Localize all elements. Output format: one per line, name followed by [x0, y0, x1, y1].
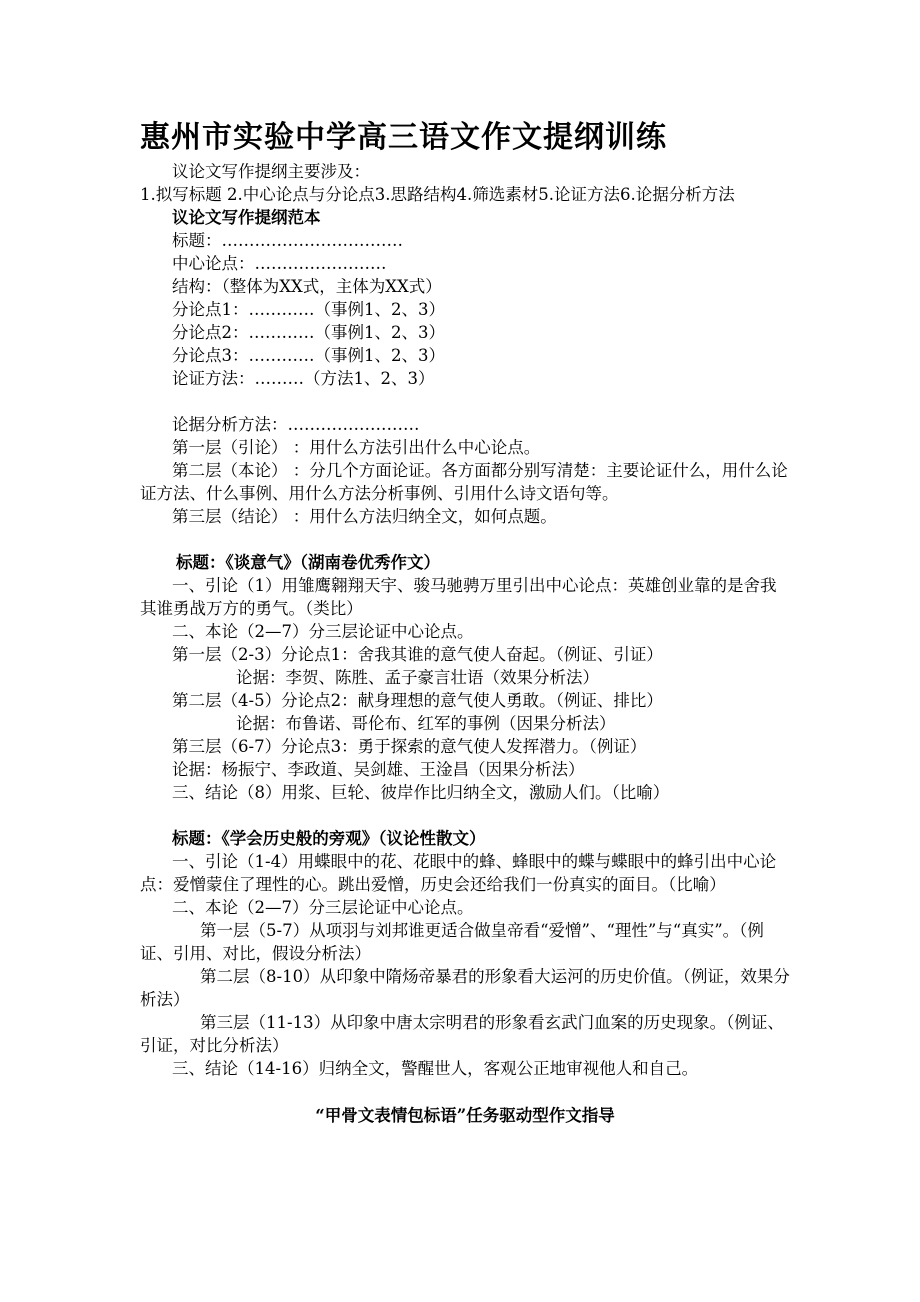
example-1-layer-2: 第二层（4-5）分论点2：献身理想的意气使人勇敢。（例证、排比）	[172, 691, 663, 710]
example-2-body: 二、本论（2—7）分三层论证中心论点。	[172, 898, 474, 917]
intro-line: 议论文写作提纲主要涉及：	[172, 162, 370, 181]
analysis-heading: 论据分析方法：……………………	[172, 415, 420, 434]
template-heading: 议论文写作提纲范本	[172, 208, 321, 227]
page-title: 惠州市实验中学高三语文作文提纲训练	[140, 120, 667, 155]
template-thesis-line: 中心论点：……………………	[172, 254, 387, 273]
example-2-layer-1: 第一层（5-7）从项羽与刘邦谁更适合做皇帝看“爱憎”、“理性”与“真实”。（例证、引用、对比，假设分析法）	[140, 921, 764, 963]
example-1-conclusion: 三、结论（8）用浆、巨轮、彼岸作比归纳全文，激励人们。（比喻）	[172, 783, 670, 802]
analysis-layer-2: 第二层（本论） ：分几个方面论证。各方面都分别写清楚：主要论证什么，用什么论证方法、什么事例、用什么方法分析事例、引用什么诗文语句等。	[140, 461, 788, 503]
footer-section-title: “甲骨文表情包标语”任务驱动型作文指导	[315, 1106, 615, 1125]
example-2-conclusion: 三、结论（14-16）归纳全文，警醒世人，客观公正地审视他人和自己。	[172, 1059, 699, 1078]
example-1-layer-2-evidence: 论据：布鲁诺、哥伦布、红军的事例（因果分析法）	[236, 714, 616, 733]
analysis-layer-3: 第三层（结论） ：用什么方法归纳全文，如何点题。	[172, 507, 557, 526]
example-1-title: 标题：《谈意气》（湖南卷优秀作文）	[176, 553, 440, 572]
example-2-intro: 一、引论（1-4）用蝶眼中的花、花眼中的蜂、蜂眼中的蝶与蝶眼中的蜂引出中心论点：爱憎蒙住了理性的心。跳出爱憎，历史会还给我们一份真实的面目。（比喻）	[140, 852, 777, 894]
example-2-layer-2: 第二层（8-10）从印象中隋炀帝暴君的形象看大运河的历史价值。（例证，效果分析法）	[140, 967, 790, 1009]
example-1-layer-3-evidence: 论据：杨振宁、李政道、吴剑雄、王淦昌（因果分析法）	[172, 760, 585, 779]
intro-list: 1.拟写标题 2.中心论点与分论点3.思路结构4.筛选素材5.论证方法6.论据分析方法	[140, 185, 735, 204]
template-title-line: 标题：……………………………	[172, 231, 403, 250]
template-method-line: 论证方法：………（方法1、2、3）	[172, 369, 435, 388]
template-point-2: 分论点2：…………（事例1、2、3）	[172, 323, 445, 342]
example-1-body: 二、本论（2—7）分三层论证中心论点。	[172, 622, 474, 641]
template-point-3: 分论点3：…………（事例1、2、3）	[172, 346, 445, 365]
example-1-layer-1-evidence: 论据：李贺、陈胜、孟子豪言壮语（效果分析法）	[236, 668, 599, 687]
example-1-layer-3: 第三层（6-7）分论点3：勇于探索的意气使人发挥潜力。（例证）	[172, 737, 647, 756]
example-2-title: 标题：《学会历史般的旁观》（议论性散文）	[172, 829, 486, 848]
template-point-1: 分论点1：…………（事例1、2、3）	[172, 300, 445, 319]
example-1-intro: 一、引论（1）用雏鹰翱翔天宇、骏马驰骋万里引出中心论点：英雄创业靠的是舍我其谁勇战万方的勇气。（类比）	[140, 576, 777, 618]
example-1-layer-1: 第一层（2-3）分论点1：舍我其谁的意气使人奋起。（例证、引证）	[172, 645, 663, 664]
document-body	[140, 160, 790, 1127]
analysis-layer-1: 第一层（引论） ：用什么方法引出什么中心论点。	[172, 438, 541, 457]
example-2-layer-3: 第三层（11-13）从印象中唐太宗明君的形象看玄武门血案的历史现象。（例证、引证，对比分析法）	[140, 1013, 784, 1055]
template-structure-line: 结构：（整体为XX式，主体为XX式）	[172, 277, 442, 296]
